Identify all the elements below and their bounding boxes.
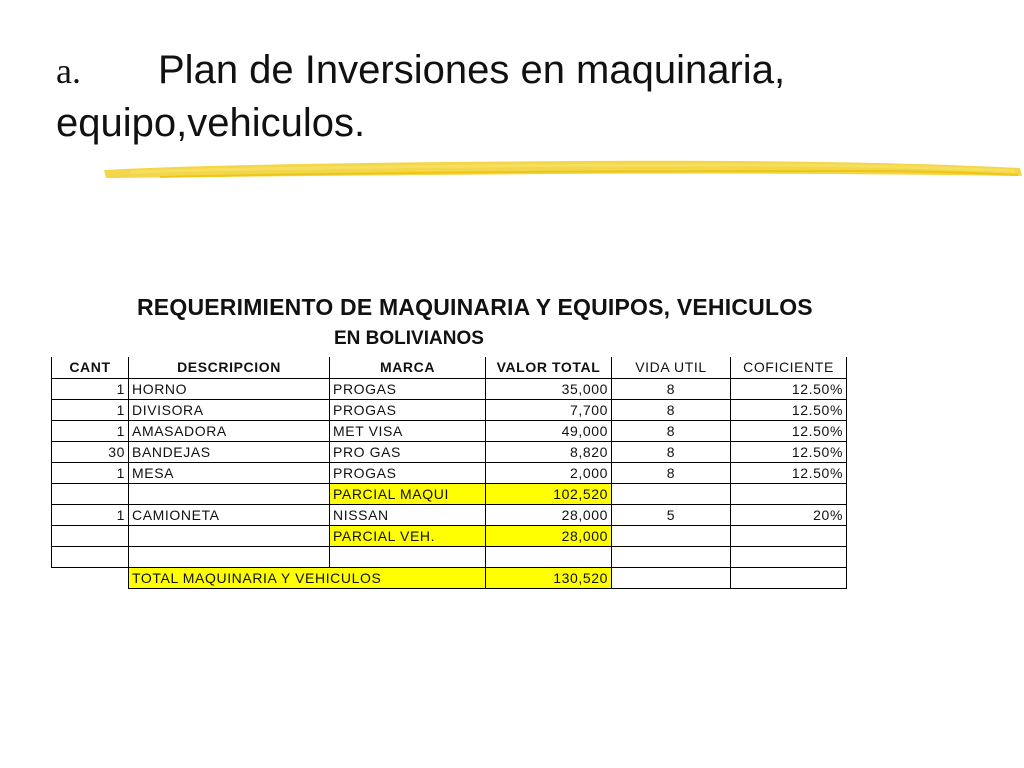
cell-marca: MET VISA [330,420,486,441]
cell-valor: 7,700 [486,399,612,420]
cell-coef [731,567,847,588]
cell-marca [330,546,486,567]
cell-coef: 12.50% [731,462,847,483]
subtotal-value: 28,000 [486,525,612,546]
cell-vida [612,546,731,567]
cell-cant: 1 [52,378,129,399]
cell-descripcion: CAMIONETA [129,504,330,525]
cell-coef: 12.50% [731,420,847,441]
cell-descripcion [129,483,330,504]
cell-valor: 8,820 [486,441,612,462]
title-bullet: a. [56,51,81,91]
table-heading: REQUERIMIENTO DE MAQUINARIA Y EQUIPOS, VEHICULOS [137,294,813,320]
header-row [52,357,847,378]
table-row [52,462,847,483]
total-label: TOTAL MAQUINARIA Y VEHICULOS [129,567,486,588]
table-row [52,420,847,441]
cell-coef: 20% [731,504,847,525]
cell-cant: 1 [52,462,129,483]
header-vida-util: VIDA UTIL [612,357,731,378]
highlighter-stroke [100,150,1024,186]
total-value: 130,520 [486,567,612,588]
subtotal-value: 102,520 [486,483,612,504]
cell-descripcion: HORNO [129,378,330,399]
cell-vida: 8 [612,399,731,420]
table-row [52,504,847,525]
header-descripcion: DESCRIPCION [129,357,330,378]
cell-cant: 1 [52,504,129,525]
cell-vida: 5 [612,504,731,525]
header-cant: CANT [52,357,129,378]
cell-vida [612,483,731,504]
cell-coef [731,483,847,504]
slide-title [56,44,1006,149]
cell-valor: 35,000 [486,378,612,399]
title-line-1: Plan de Inversiones en maquinaria, [158,48,786,92]
cell-valor: 2,000 [486,462,612,483]
investment-table [51,357,847,589]
cell-marca: PRO GAS [330,441,486,462]
cell-valor [486,546,612,567]
cell-vida: 8 [612,462,731,483]
cell-marca: NISSAN [330,504,486,525]
table-row [52,378,847,399]
cell-descripcion: MESA [129,462,330,483]
header-marca: MARCA [330,357,486,378]
cell-descripcion: DIVISORA [129,399,330,420]
total-spacer [52,567,129,588]
subtotal-label: PARCIAL MAQUI [330,483,486,504]
cell-cant [52,546,129,567]
cell-coef: 12.50% [731,399,847,420]
cell-coef: 12.50% [731,441,847,462]
cell-descripcion: BANDEJAS [129,441,330,462]
cell-coef [731,525,847,546]
empty-row [52,546,847,567]
subtotal-label: PARCIAL VEH. [330,525,486,546]
cell-marca: PROGAS [330,378,486,399]
table-row [52,399,847,420]
cell-cant: 30 [52,441,129,462]
cell-coef: 12.50% [731,378,847,399]
table-row [52,441,847,462]
cell-vida: 8 [612,378,731,399]
cell-descripcion [129,546,330,567]
header-coficiente: COFICIENTE [731,357,847,378]
cell-marca: PROGAS [330,462,486,483]
cell-vida: 8 [612,441,731,462]
table-subheading: EN BOLIVIANOS [334,328,484,349]
cell-valor: 49,000 [486,420,612,441]
cell-coef [731,546,847,567]
cell-cant: 1 [52,399,129,420]
subtotal-row-maquinaria [52,483,847,504]
cell-cant [52,525,129,546]
cell-vida: 8 [612,420,731,441]
title-line-2: equipo,vehiculos. [56,101,366,145]
cell-cant [52,483,129,504]
cell-cant: 1 [52,420,129,441]
cell-valor: 28,000 [486,504,612,525]
cell-marca: PROGAS [330,399,486,420]
total-row [52,567,847,588]
subtotal-row-vehiculos [52,525,847,546]
header-valor-total: VALOR TOTAL [486,357,612,378]
cell-vida [612,525,731,546]
cell-descripcion: AMASADORA [129,420,330,441]
cell-vida [612,567,731,588]
cell-descripcion [129,525,330,546]
